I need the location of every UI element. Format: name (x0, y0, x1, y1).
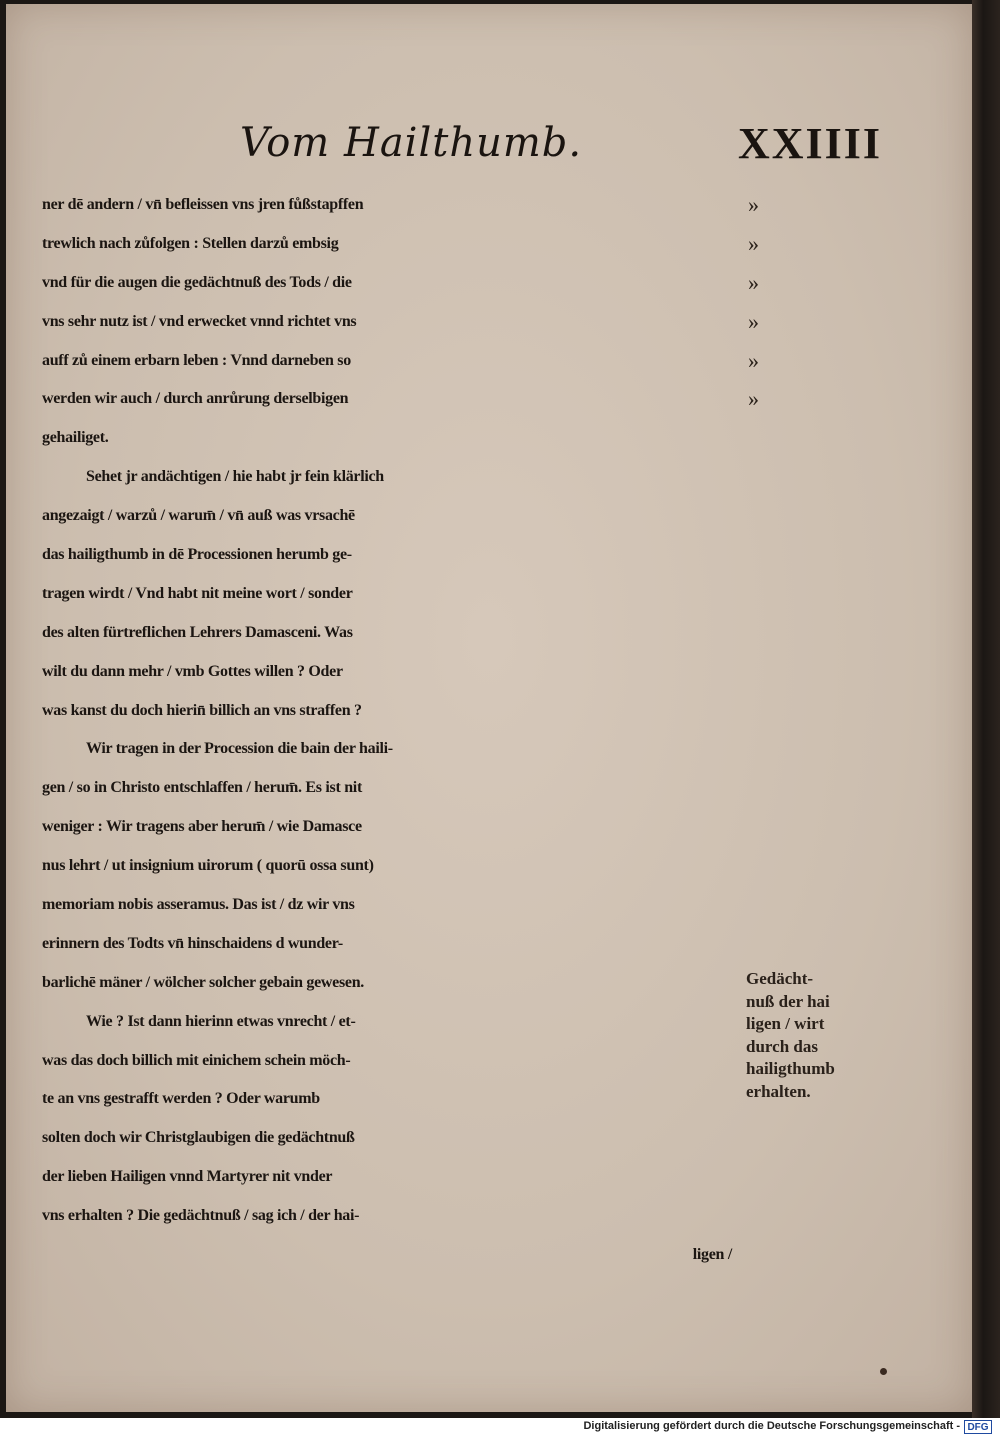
text-line: ligen / (692, 1246, 732, 1264)
text-line: nus lehrt / ut insignium uirorum ( quorū ossa sunt) (42, 857, 374, 875)
quote-mark: » (748, 386, 759, 412)
page-edge (972, 0, 1000, 1418)
marginal-note (746, 968, 886, 1103)
text-line: was das doch billich mit einichem schein möch- (42, 1051, 351, 1069)
text-line: tragen wirdt / Vnd habt nit meine wort / sonder (42, 584, 353, 602)
quote-mark: » (748, 230, 759, 256)
folio-number: XXIIII (738, 119, 883, 168)
text-line: barlichē mäner / wölcher solcher gebain gewesen. (42, 973, 365, 991)
text-line: erinnern des Todts vn̄ hinschaidens d wunder- (42, 934, 343, 952)
paper-speck (880, 1368, 887, 1375)
text-line: Wie ? Ist dann hierinn etwas vnrecht / et- (86, 1012, 356, 1030)
text-line: vns erhalten ? Die gedächtnuß / sag ich / der hai- (42, 1207, 360, 1225)
text-line: gen / so in Christo entschlaffen / herum̄. Es ist nit (42, 779, 362, 797)
text-line: werden wir auch / durch anrůrung derselbigen (42, 390, 349, 408)
running-head: Vom Hailthumb. (240, 120, 583, 166)
text-line: vns sehr nutz ist / vnd erwecket vnnd richtet vns (42, 312, 357, 330)
marginal-note-line: erhalten. (746, 1081, 811, 1101)
text-line: was kanst du doch hierin̄ billich an vns straffen ? (42, 701, 362, 719)
marginal-note-line: hailigthumb (746, 1059, 835, 1078)
text-line: Sehet jr andächtigen / hie habt jr fein klärlich (86, 468, 384, 486)
text-line: vnd für die augen die gedächtnuß des Tods / die (42, 273, 352, 291)
text-line: memoriam nobis asseramus. Das ist / dz wir vns (42, 896, 355, 914)
body-text (42, 186, 782, 1275)
text-line: te an vns gestrafft werden ? Oder warumb (42, 1090, 320, 1108)
text-line: auff zů einem erbarn leben : Vnnd darneben so (42, 351, 351, 369)
marginal-note-line: Gedächt- (746, 969, 814, 988)
quote-mark: » (748, 347, 759, 373)
quotation-marks-column (748, 186, 778, 419)
text-line: Wir tragen in der Procession die bain der haili- (86, 740, 393, 758)
marginal-note-line: nuß der hai (746, 991, 830, 1011)
text-line: weniger : Wir tragens aber herum̄ / wie Damasce (42, 818, 362, 836)
text-line: der lieben Hailigen vnnd Martyrer nit vnder (42, 1168, 333, 1186)
text-line: ner dē andern / vn̄ befleissen vns jren fůßstapffen (42, 196, 364, 213)
text-line: des alten fürtreflichen Lehrers Damasceni. Was (42, 623, 353, 641)
text-line: trewlich nach zůfolgen : Stellen darzů embsig (42, 234, 339, 252)
quote-mark: » (748, 269, 759, 295)
text-line: wilt du dann mehr / vmb Gottes willen ? Oder (42, 662, 343, 680)
marginal-note-line: ligen / wirt (746, 1014, 825, 1033)
quote-mark: » (748, 308, 759, 334)
text-line: angezaigt / warzů / warum̄ / vn̄ auß was vrsachē (42, 507, 355, 525)
text-line: das hailigthumb in dē Processionen herumb ge- (42, 546, 352, 564)
marginal-note-line: durch das (746, 1036, 818, 1056)
dfg-logo: DFG (964, 1420, 992, 1434)
digitization-credit: Digitalisierung gefördert durch die Deutsche Forschungsgemeinschaft - (583, 1420, 960, 1432)
text-line: solten doch wir Christglaubigen die gedächtnuß (42, 1129, 355, 1147)
text-line: gehailiget. (42, 429, 109, 447)
quote-mark: » (748, 192, 759, 217)
